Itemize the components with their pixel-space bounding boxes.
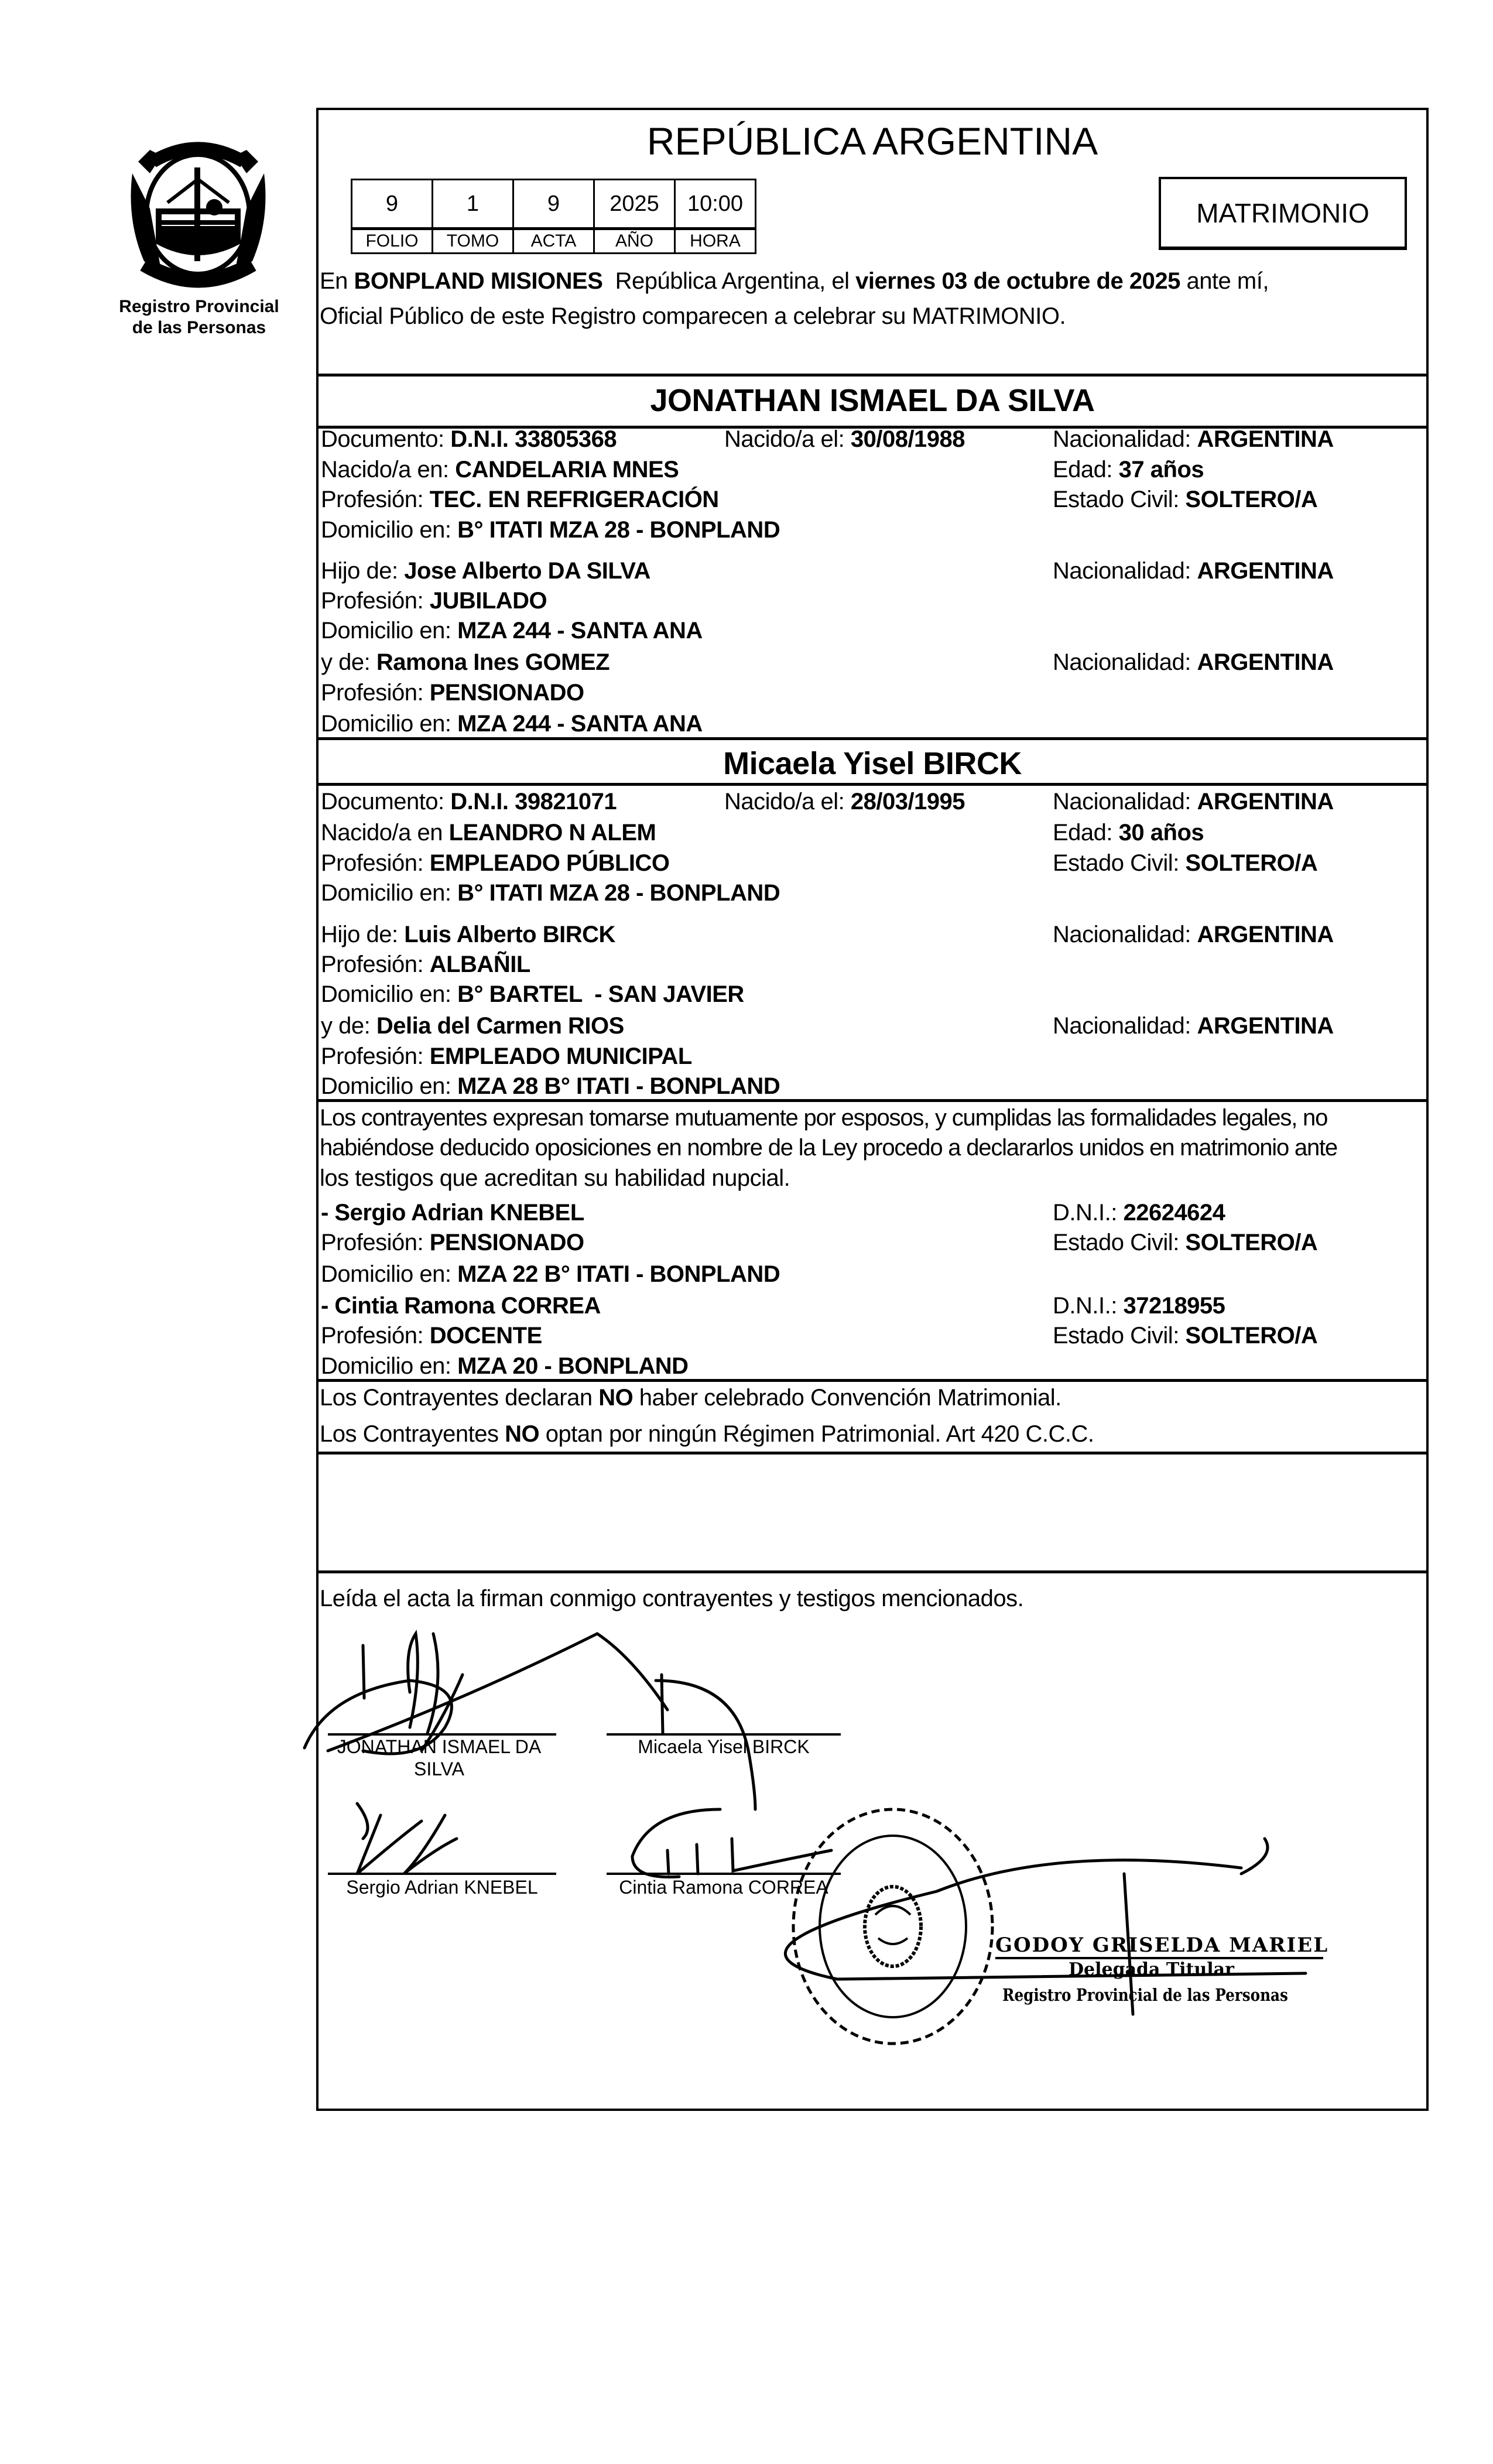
signature-name-testigo1: Sergio Adrian KNEBEL	[346, 1877, 538, 1898]
intro-line1: En BONPLAND MISIONES República Argentina, el viernes 03 de octubre de 2025 ante mí,	[320, 268, 1269, 294]
c2-madre-domicilio: Domicilio en: MZA 28 B° ITATI - BONPLAND	[321, 1073, 780, 1099]
contrayente2-name: Micaela Yisel BIRCK	[723, 746, 1022, 781]
acta-type-box: MATRIMONIO	[1159, 177, 1407, 250]
c1-madre-nacionalidad: Nacionalidad: ARGENTINA	[1053, 649, 1334, 675]
testigo1-domicilio: Domicilio en: MZA 22 B° ITATI - BONPLAND	[321, 1261, 780, 1287]
hora-value: 10:00	[675, 180, 756, 229]
logo-caption-line1: Registro Provincial	[119, 297, 279, 316]
c2-nacido-el: Nacido/a el: 28/03/1995	[724, 789, 965, 815]
signature-contrayente1-mark	[304, 1634, 667, 1754]
c2-domicilio: Domicilio en: B° ITATI MZA 28 - BONPLAND	[321, 880, 780, 906]
intro-line2: Oficial Público de este Registro comparecen a celebrar su MATRIMONIO.	[320, 303, 1066, 329]
c2-nacionalidad: Nacionalidad: ARGENTINA	[1053, 789, 1334, 815]
logo-caption-line2: de las Personas	[132, 318, 266, 337]
c2-madre-nacionalidad: Nacionalidad: ARGENTINA	[1053, 1013, 1334, 1039]
c2-nacido-en: Nacido/a en LEANDRO N ALEM	[321, 820, 656, 846]
declaracion-line1: Los contrayentes expresan tomarse mutuamente por esposos, y cumplidas las formalidades legales, no	[320, 1105, 1328, 1131]
signature-name-testigo2: Cintia Ramona CORREA	[619, 1877, 828, 1898]
testigo2-profesion: Profesión: DOCENTE	[321, 1323, 542, 1349]
signature-name-contrayente1: JONATHAN ISMAEL DA SILVA	[337, 1736, 542, 1779]
c2-padre-nacionalidad: Nacionalidad: ARGENTINA	[1053, 922, 1334, 947]
c1-padre-profesion: Profesión: JUBILADO	[321, 588, 547, 614]
official-name: GODOY GRISELDA MARIEL	[995, 1933, 1329, 1957]
declaracion-line3: los testigos que acreditan su habilidad nupcial.	[320, 1165, 790, 1191]
regimen-line: Los Contrayentes NO optan por ningún Régimen Patrimonial. Art 420 C.C.C.	[320, 1421, 1094, 1447]
c1-padre-domicilio: Domicilio en: MZA 244 - SANTA ANA	[321, 618, 703, 644]
c2-documento: Documento: D.N.I. 39821071	[321, 789, 617, 815]
tomo-label: TOMO	[433, 229, 513, 254]
c2-estado-civil: Estado Civil: SOLTERO/A	[1053, 850, 1318, 876]
c1-padre: Hijo de: Jose Alberto DA SILVA	[321, 558, 650, 584]
testigo2-domicilio: Domicilio en: MZA 20 - BONPLAND	[321, 1353, 689, 1379]
c1-estado-civil: Estado Civil: SOLTERO/A	[1053, 487, 1318, 512]
anio-value: 2025	[594, 180, 675, 229]
testigo1-dni: D.N.I.: 22624624	[1053, 1200, 1225, 1226]
signature-name-contrayente2: Micaela Yisel BIRCK	[638, 1736, 810, 1757]
anio-label: AÑO	[594, 229, 675, 254]
c1-edad: Edad: 37 años	[1053, 457, 1204, 482]
convencion-line: Los Contrayentes declaran NO haber celebrado Convención Matrimonial.	[320, 1385, 1061, 1411]
acta-label: ACTA	[513, 229, 594, 254]
declaracion-line2: habiéndose deducido oposiciones en nombre de la Ley procedo a declararlos unidos en matrimonio ante	[320, 1135, 1337, 1161]
c2-padre-domicilio: Domicilio en: B° BARTEL - SAN JAVIER	[321, 981, 744, 1007]
c1-domicilio: Domicilio en: B° ITATI MZA 28 - BONPLAND	[321, 517, 780, 543]
c2-profesion: Profesión: EMPLEADO PÚBLICO	[321, 850, 670, 876]
c1-madre-profesion: Profesión: PENSIONADO	[321, 680, 584, 706]
testigo1-profesion: Profesión: PENSIONADO	[321, 1230, 584, 1255]
c1-madre: y de: Ramona Ines GOMEZ	[321, 649, 610, 675]
acta-value: 9	[513, 180, 594, 229]
c2-padre: Hijo de: Luis Alberto BIRCK	[321, 922, 615, 947]
c1-profesion: Profesión: TEC. EN REFRIGERACIÓN	[321, 487, 719, 512]
c1-documento: Documento: D.N.I. 33805368	[321, 426, 617, 452]
testigo2-name: - Cintia Ramona CORREA	[321, 1293, 601, 1319]
testigo2-estado-civil: Estado Civil: SOLTERO/A	[1053, 1323, 1318, 1349]
contrayente1-name: JONATHAN ISMAEL DA SILVA	[650, 383, 1095, 418]
folio-label: FOLIO	[352, 229, 433, 254]
hora-label: HORA	[675, 229, 756, 254]
c1-nacido-en: Nacido/a en: CANDELARIA MNES	[321, 457, 679, 482]
c2-padre-profesion: Profesión: ALBAÑIL	[321, 952, 530, 977]
official-organism: Registro Provincial de las Personas	[1002, 1985, 1288, 2005]
official-title: Delegada Titular	[1069, 1959, 1234, 1980]
testigo1-estado-civil: Estado Civil: SOLTERO/A	[1053, 1230, 1318, 1255]
c1-madre-domicilio: Domicilio en: MZA 244 - SANTA ANA	[321, 711, 703, 737]
c2-madre: y de: Delia del Carmen RIOS	[321, 1013, 624, 1039]
testigo1-name: - Sergio Adrian KNEBEL	[321, 1200, 584, 1226]
signature-testigo2-mark	[632, 1809, 831, 1877]
folio-value: 9	[352, 180, 433, 229]
c2-madre-profesion: Profesión: EMPLEADO MUNICIPAL	[321, 1043, 692, 1069]
c1-nacionalidad: Nacionalidad: ARGENTINA	[1053, 426, 1334, 452]
tomo-value: 1	[433, 180, 513, 229]
document-title: REPÚBLICA ARGENTINA	[646, 119, 1098, 163]
testigo2-dni: D.N.I.: 37218955	[1053, 1293, 1225, 1319]
c2-edad: Edad: 30 años	[1053, 820, 1204, 846]
signature-oficial-mark	[785, 1839, 1306, 2014]
c1-padre-nacionalidad: Nacionalidad: ARGENTINA	[1053, 558, 1334, 584]
c1-nacido-el: Nacido/a el: 30/08/1988	[724, 426, 965, 452]
cierre-text: Leída el acta la firman conmigo contrayentes y testigos mencionados.	[320, 1586, 1024, 1611]
signature-contrayente2-mark	[656, 1675, 755, 1809]
signature-testigo1-mark	[357, 1803, 457, 1874]
